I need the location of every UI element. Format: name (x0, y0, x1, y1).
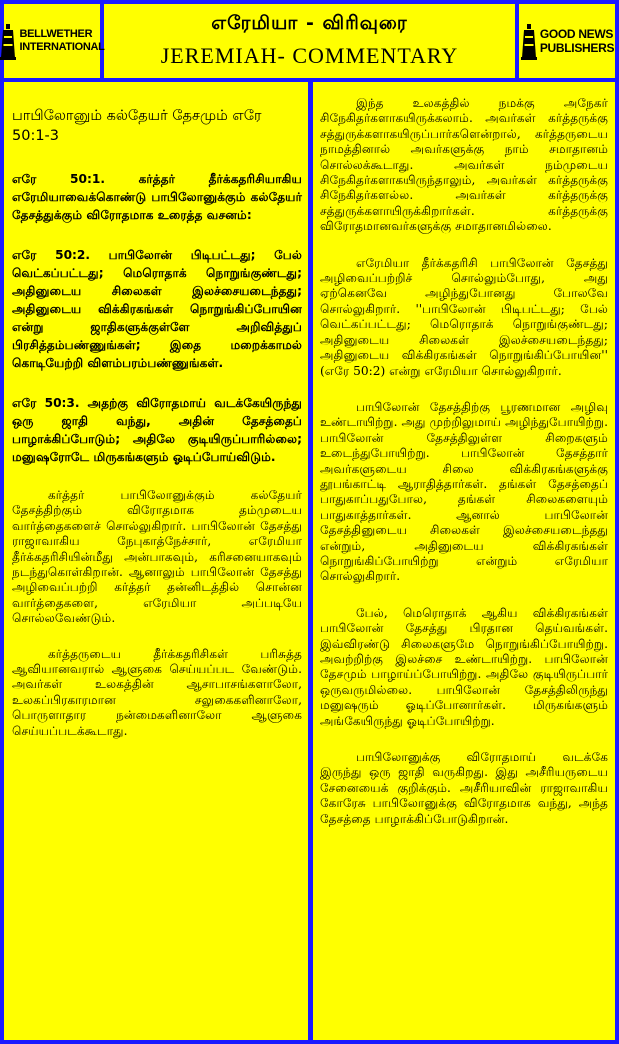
verse-50-3: எரே 50:3. அதற்கு விரோதமாய் வடக்கேயிருந்து ஒரு ஜாதி வந்து, அதின் தேசத்தைப் பாழாக்கிப்போடும்; அதிலே குடியிருப்பாரில்லை; மனுஷரோடே மிருகங்களும் ஓடிப்போய்விடும். (12, 396, 302, 464)
page-header (0, 0, 619, 82)
right-column (320, 96, 608, 848)
section-heading: பாபிலோனும் கல்தேயர் தேசமும் எரே 50:1-3 (12, 108, 262, 144)
lighthouse-icon (520, 22, 538, 60)
commentary-paragraph: எரேமியா தீர்க்கதரிசி பாபிலோன் தேசத்து அழிவைப்பற்றிச் சொல்லும்போது, அது ஏற்கெனவே அழிந்துபோனது போலவே சொல்லுகிறார். ''பாபிலோன் பிடிபட்டது; பேல் வெட்கப்பட்டது; மெரொதாக் நொறுங்குண்டது; அதினுடைய சிலைகள் இலச்சையடைந்தது; அதினுடைய விக்கிரகங்கள் நொறுங்கிப்போயின'' (எரே 50:2) என்று எரேமியா சொல்லுகிறார். (320, 255, 608, 378)
commentary-paragraph: பாபிலோனுக்கு விரோதமாய் வடக்கே இருந்து ஒரு ஜாதி வருகிறது. இது அசீரியருடைய சேனையைக் குறிக்கும். அசீரியாவின் ராஜாவாகிய கோரேசு பாபிலோனுக்கு விரோதமாக வந்து, அந்த தேசத்தை பாழாக்கிப்போடுகிறான். (320, 750, 608, 826)
verse-50-2: எரே 50:2. பாபிலோன் பிடிபட்டது; பேல் வெட்கப்பட்டது; மெரொதாக் நொறுங்குண்டது; அதினுடைய சிலைகள் இலச்சையடைந்தது; அதினுடைய விக்கிரகங்கள் நொறுங்கிப்போயின என்று ஜாதிகளுக்குள்ளே அறிவித்துப் பிரசித்தம்பண்ணுங்கள்; இதை மறைக்காமல் கொடியேற்றி விளம்பரம்பண்ணுங்கள். (12, 248, 302, 370)
lighthouse-icon (0, 22, 17, 60)
column-divider (308, 82, 313, 1044)
right-logo-line1: GOOD NEWS (539, 27, 614, 41)
commentary-paragraph: பேல், மெரொதாக் ஆகிய விக்கிரகங்கள் பாபிலோன் தேசத்து பிரதான தெய்வங்கள். இவ்விரண்டு சிலைகளுமே நொறுங்கிப்போயிற்று. அவற்றிற்கு இலச்சை உண்டாயிற்று. பாபிலோன் தேசமும் பாழாய்ப்போயிற்று. அதிலே குடியிருப்பார் ஒருவருமில்லை. பாபிலோன் தேசத்திலிருந்து மனுஷரும் ஓடிப்போனார்கள். மிருகங்களும் அங்கேயிருந்து ஓடிப்போயிற்று. (320, 605, 608, 728)
left-logo-line1: BELLWETHER (19, 28, 93, 40)
left-logo-line2: INTERNATIONAL (19, 41, 105, 53)
good-news-logo (515, 4, 615, 78)
title-tamil: எரேமியா - விரிவுரை (211, 12, 408, 34)
bellwether-logo (4, 4, 104, 78)
commentary-paragraph: பாபிலோன் தேசத்திற்கு பூரணமான அழிவு உண்டாயிற்று. அது முற்றிலுமாய் அழிந்துபோயிற்று. பாபிலோன் தேசத்திலுள்ள சிறைகளும் உடைந்துபோயிற்று. பாபிலோன் தேசத்தார் அவர்களுடைய சிலை விக்கிரகங்களுக்கு தூபங்காட்டி ஆராதித்தார்கள். தங்கள் தேசத்தைப் பாதுகாப்பதுபோல, தங்கள் சிலைகளையும் பாதுகாத்தார்கள். ஆனால் பாபிலோன் தேசத்தினுடைய சிலைகள் இலச்சையடைந்தது என்றும், அதினுடைய விக்கிரகங்கள் நொறுங்கிப்போயிற்று என்றும் எரேமியா சொல்லுகிறார். (320, 399, 608, 584)
left-column (12, 96, 302, 759)
commentary-paragraph: இந்த உலகத்தில் நமக்கு அநேகர் சிநேகிதர்களாகயிருக்கலாம். அவர்கள் கர்த்தருக்கு சத்துருக்களாகயிருப்பார்களென்றால், கர்த்தருடைய நாமத்தினால் அவர்களுக்கு நாம் சமாதானம் சொல்லக்கூடாது. அவர்கள் நம்முடைய சிநேகிதர்களாகயிருந்தாலும், அவர்கள் கர்த்தருக்கு சிநேகிதர்களல்ல. அவர்கள் கர்த்தருக்கு சத்துருக்களாயிருக்கிறார்கள். கர்த்தருக்கு விரோதமானவர்களுக்கு சமாதானமில்லை. (320, 96, 608, 234)
title-english: JEREMIAH- COMMENTARY (160, 43, 459, 68)
page-title (104, 4, 515, 78)
verse-50-1: எரே 50:1. கர்த்தர் தீர்க்கதரிசியாகிய எரேமியாவைக்கொண்டு பாபிலோனுக்கும் கல்தேயர் தேசத்துக்கும் விரோதமாக உரைத்த வசனம்: (12, 172, 302, 222)
commentary-paragraph: கர்த்தர் பாபிலோனுக்கும் கல்தேயர் தேசத்திற்கும் விரோதமாக தம்முடைய வார்த்தைகளைச் சொல்லுகிறார். பாபிலோன் தேசத்து ராஜாவாகிய நேபுகாத்நேச்சார், எரேமியா தீர்க்கதரிசியின்மீது அன்பாகவும், கரிசனையாகவும் நடந்துகொள்கிறான். ஆனாலும் பாபிலோன் தேசத்து அழிவைப்பற்றி கர்த்தர் தன்னிடத்தில் சொன்ன வார்த்தைகளை, எரேமியா அப்படியே சொல்லவேண்டும். (12, 488, 302, 626)
commentary-paragraph: கர்த்தருடைய தீர்க்கதரிசிகள் பரிசுத்த ஆவியானவரால் ஆளுகை செய்யப்பட வேண்டும். அவர்கள் உலகத்தின் ஆசாபாசங்களாலோ, உலகப்பிரகாரமான சலுகைகளினாலோ, பொருளாதார நன்மைகளினாலோ ஆளுகை செய்யப்படக்கூடாது. (12, 646, 302, 738)
right-logo-line2: PUBLISHERS (539, 41, 615, 55)
